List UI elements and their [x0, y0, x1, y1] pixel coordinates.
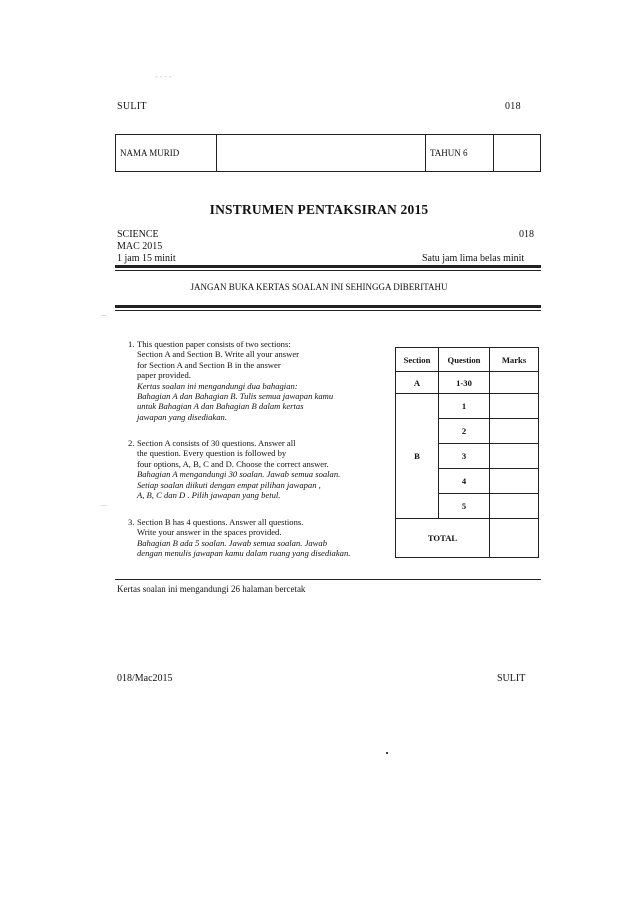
section-b-question: 1	[439, 394, 490, 419]
header-classification: SULIT	[117, 101, 147, 112]
instruction-3	[128, 517, 399, 559]
instruction-translation: A, B, C dan D . Pilih jawapan yang betul.	[137, 490, 281, 501]
section-b-marks[interactable]	[490, 494, 539, 519]
column-header-section: Section	[396, 348, 439, 372]
scan-dot	[386, 752, 388, 754]
divider	[115, 579, 541, 580]
instruction-translation: dengan menulis jawapan kamu dalam ruang yang disediakan.	[137, 548, 351, 559]
section-b-question: 4	[439, 469, 490, 494]
instruction-2	[128, 438, 399, 501]
section-b-question: 5	[439, 494, 490, 519]
student-info-box	[115, 134, 541, 172]
section-b-marks[interactable]	[490, 469, 539, 494]
divider	[115, 310, 541, 311]
instruction-text: Section A consists of 30 questions. Answer all	[137, 438, 296, 448]
total-marks[interactable]	[490, 519, 539, 558]
instruction-text: Section B has 4 questions. Answer all questions.	[137, 517, 304, 527]
instruction-translation: Kertas soalan ini mengandungi dua bahagian:	[137, 380, 298, 391]
section-b-marks[interactable]	[490, 419, 539, 444]
instruction-text: four options, A, B, C and D. Choose the correct answer.	[137, 458, 329, 469]
subject-label: SCIENCE	[117, 229, 159, 240]
section-b-question: 2	[439, 419, 490, 444]
instruction-text: Section A and Section B. Write all your answer	[137, 349, 300, 360]
instruction-text: paper provided.	[137, 370, 191, 381]
total-label: TOTAL	[396, 519, 490, 558]
warning-text: JANGAN BUKA KERTAS SOALAN INI SEHINGGA DIBERITAHU	[190, 282, 448, 292]
divider	[115, 270, 541, 271]
student-name-label: NAMA MURID	[116, 135, 217, 172]
instruction-text: for Section A and Section B in the answer	[137, 359, 281, 370]
duration-long: Satu jam lima belas minit	[422, 253, 525, 264]
footer-code: 018/Mac2015	[117, 673, 173, 684]
section-a-cell: A	[396, 372, 439, 394]
marks-table	[395, 347, 539, 558]
section-b-marks[interactable]	[490, 444, 539, 469]
section-b-cell: B	[396, 394, 439, 519]
column-header-marks: Marks	[490, 348, 539, 372]
exam-title: INSTRUMEN PENTAKSIRAN 2015	[209, 202, 429, 217]
subject-code: 018	[519, 229, 534, 240]
instruction-translation: Bahagian A dan Bahagian B. Tulis semua jawapan kamu	[137, 391, 334, 402]
exam-month: MAC 2015	[117, 241, 163, 252]
section-b-question: 3	[439, 444, 490, 469]
divider	[115, 265, 541, 268]
column-header-question: Question	[439, 348, 490, 372]
duration-short: 1 jam 15 minit	[117, 253, 176, 264]
instruction-number: 1.	[128, 339, 135, 349]
instruction-translation: jawapan yang disediakan.	[137, 411, 227, 422]
instruction-translation: Bahagian B ada 5 soalan. Jawab semua soalan. Jawab	[137, 537, 328, 548]
page-count-note: Kertas soalan ini mengandungi 26 halaman bercetak	[117, 584, 306, 594]
section-b-marks[interactable]	[490, 394, 539, 419]
instruction-number: 3.	[128, 517, 135, 527]
divider	[115, 305, 541, 308]
student-name-field[interactable]	[217, 135, 426, 172]
instruction-translation: Setiap soalan diikuti dengan empat pilihan jawapan ,	[137, 479, 321, 490]
instruction-translation: Bahagian A mengandungi 30 soalan. Jawab semua soalan.	[137, 469, 341, 480]
header-code: 018	[505, 101, 521, 112]
scan-mark: ⌒	[100, 505, 108, 514]
instruction-text: the question. Every question is followed by	[137, 448, 287, 459]
instruction-text: This question paper consists of two sections:	[137, 339, 291, 349]
scan-mark: ⌒	[100, 315, 108, 324]
instruction-1	[128, 339, 399, 422]
instruction-text: Write your answer in the spaces provided.	[137, 527, 282, 538]
instruction-translation: untuk Bahagian A dan Bahagian B dalam kertas	[137, 401, 304, 412]
scan-mark: ‐ ‐ ‐ ‐	[155, 72, 172, 81]
section-a-question: 1-30	[439, 372, 490, 394]
footer-classification: SULIT	[497, 673, 526, 684]
instruction-number: 2.	[128, 438, 135, 448]
year-field[interactable]	[494, 135, 541, 172]
year-label: TAHUN 6	[426, 135, 494, 172]
section-a-marks[interactable]	[490, 372, 539, 394]
